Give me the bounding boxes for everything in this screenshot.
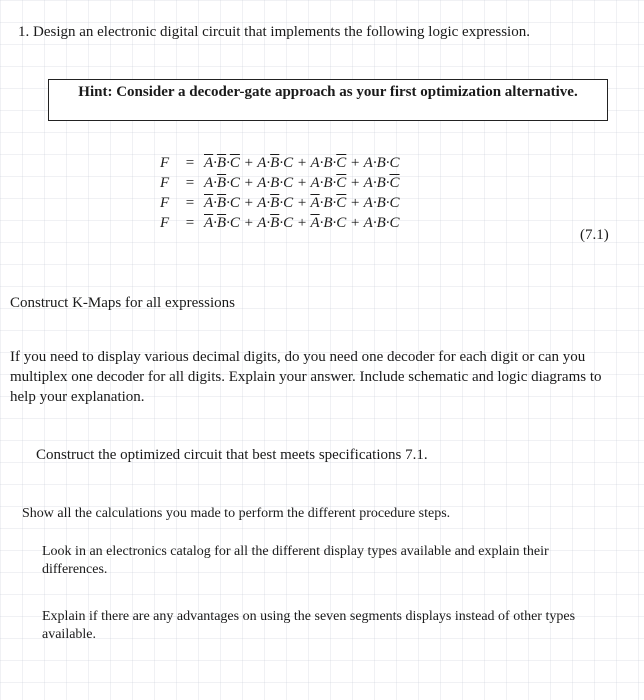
equation-token: ·: [332, 155, 337, 171]
equation-token: ·: [372, 155, 377, 171]
complemented-variable: $\overline{C}$: [336, 175, 347, 191]
equals-sign: =: [185, 155, 195, 171]
equation-token: ·: [332, 215, 337, 231]
equation-token: C: [389, 155, 400, 171]
equation-token: +: [346, 195, 364, 211]
equation-token: ·: [372, 215, 377, 231]
equation-token: A: [257, 215, 267, 231]
equation-token: C: [283, 175, 294, 191]
equals-sign: =: [185, 175, 195, 191]
equation-token: B: [323, 175, 333, 191]
equation-token: B: [376, 175, 386, 191]
equation-token: B: [323, 215, 333, 231]
logic-equations: [160, 153, 400, 233]
equation-token: B: [376, 215, 386, 231]
complemented-variable: $\overline{C}$: [336, 195, 347, 211]
equation-token: A: [310, 175, 320, 191]
complemented-variable: $\overline{A}$: [310, 195, 320, 211]
equation-token: ·: [266, 155, 271, 171]
equation-token: ·: [226, 215, 230, 231]
equals-sign: =: [185, 195, 195, 211]
complemented-variable: $\overline{B}$: [270, 215, 280, 231]
equation-token: A: [257, 155, 267, 171]
equation-token: ·: [279, 215, 284, 231]
complemented-variable: $\overline{B}$: [216, 175, 227, 191]
equation-token: ·: [226, 155, 230, 171]
equation-token: ·: [213, 175, 217, 191]
equation-row: [160, 153, 400, 173]
complemented-variable: $\overline{C}$: [229, 155, 240, 171]
equation-token: ·: [385, 155, 390, 171]
equation-token: A: [363, 155, 373, 171]
equation-token: A: [363, 215, 373, 231]
complemented-variable: $\overline{B}$: [270, 195, 280, 211]
decoder-question: If you need to display various decimal digits, do you need one decoder for each digit or can you multiplex one decoder for all digits. Explain your answer. Include schematic and logic diagrams to help your explanation.: [10, 349, 602, 405]
complemented-variable: $\overline{B}$: [216, 215, 227, 231]
equation-token: ·: [213, 155, 217, 171]
seven-segment-question: Explain if there are any advantages on using the seven segments displays instead of other types available.: [42, 609, 576, 642]
equation-token: ·: [279, 175, 284, 191]
equation-token: B: [376, 195, 386, 211]
equation-number: (7.1): [580, 227, 609, 243]
equation-lhs: F: [160, 215, 170, 231]
equation-row: [160, 193, 400, 213]
equation-token: +: [346, 215, 364, 231]
equation-lhs: F: [160, 175, 170, 191]
complemented-variable: $\overline{A}$: [310, 215, 320, 231]
equation-token: C: [229, 175, 240, 191]
kmaps-instruction: Construct K-Maps for all expressions: [10, 295, 235, 311]
display-catalog-question: Look in an electronics catalog for all the different display types available and explain their differences.: [42, 544, 549, 577]
equation-token: C: [389, 215, 400, 231]
equation-row: [160, 173, 400, 193]
hint-text: Hint: Consider a decoder-gate approach as your first optimization alternative.: [78, 84, 578, 100]
question-title: 1. Design an electronic digital circuit that implements the following logic expression.: [18, 24, 530, 40]
equation-token: ·: [266, 175, 271, 191]
complemented-variable: $\overline{C}$: [389, 175, 400, 191]
equation-token: ·: [372, 175, 377, 191]
equation-token: ·: [319, 195, 324, 211]
equation-token: B: [323, 195, 333, 211]
equation-token: ·: [332, 195, 337, 211]
equation-token: A: [363, 175, 373, 191]
equation-token: B: [323, 155, 333, 171]
equation-token: C: [336, 215, 347, 231]
equation-token: ·: [226, 195, 230, 211]
equation-token: ·: [213, 215, 217, 231]
equation-token: ·: [385, 195, 390, 211]
equation-token: B: [270, 175, 280, 191]
equation-token: +: [293, 155, 311, 171]
equation-token: ·: [319, 215, 324, 231]
equation-token: ·: [319, 155, 324, 171]
equation-token: ·: [385, 215, 390, 231]
equation-row: [160, 213, 400, 233]
equation-token: +: [293, 195, 311, 211]
equation-token: +: [346, 155, 364, 171]
complemented-variable: $\overline{A}$: [204, 155, 214, 171]
hint-box: [48, 79, 608, 121]
equation-token: +: [346, 175, 364, 191]
equation-token: C: [389, 195, 400, 211]
equation-token: ·: [279, 195, 284, 211]
equation-token: +: [293, 175, 311, 191]
equation-token: +: [239, 215, 258, 231]
complemented-variable: $\overline{A}$: [204, 215, 214, 231]
equation-token: C: [283, 215, 294, 231]
equation-token: ·: [332, 175, 337, 191]
equation-lhs: F: [160, 155, 170, 171]
equation-token: A: [310, 155, 320, 171]
equation-token: ·: [226, 175, 230, 191]
equation-token: A: [257, 195, 267, 211]
equation-token: +: [293, 215, 311, 231]
equals-sign: =: [185, 215, 195, 231]
calculations-instruction: Show all the calculations you made to perform the different procedure steps.: [22, 506, 451, 521]
equation-token: +: [239, 175, 258, 191]
complemented-variable: $\overline{B}$: [270, 155, 280, 171]
equation-lhs: F: [160, 195, 170, 211]
equation-token: C: [283, 155, 294, 171]
equation-token: B: [376, 155, 386, 171]
equation-token: C: [229, 215, 240, 231]
equation-token: +: [239, 155, 258, 171]
equation-token: ·: [372, 195, 377, 211]
optimized-circuit-instruction: Construct the optimized circuit that best meets specifications 7.1.: [36, 447, 428, 463]
complemented-variable: $\overline{B}$: [216, 155, 227, 171]
equation-token: C: [229, 195, 240, 211]
complemented-variable: $\overline{B}$: [216, 195, 227, 211]
equation-token: A: [204, 175, 214, 191]
complemented-variable: $\overline{A}$: [204, 195, 214, 211]
equation-token: ·: [319, 175, 324, 191]
equation-token: C: [283, 195, 294, 211]
equation-token: ·: [266, 195, 271, 211]
equation-token: ·: [385, 175, 390, 191]
equation-token: ·: [279, 155, 284, 171]
complemented-variable: $\overline{C}$: [336, 155, 347, 171]
equation-token: A: [257, 175, 267, 191]
equation-token: ·: [213, 195, 217, 211]
equation-token: +: [239, 195, 258, 211]
equation-token: A: [363, 195, 373, 211]
equation-token: ·: [266, 215, 271, 231]
